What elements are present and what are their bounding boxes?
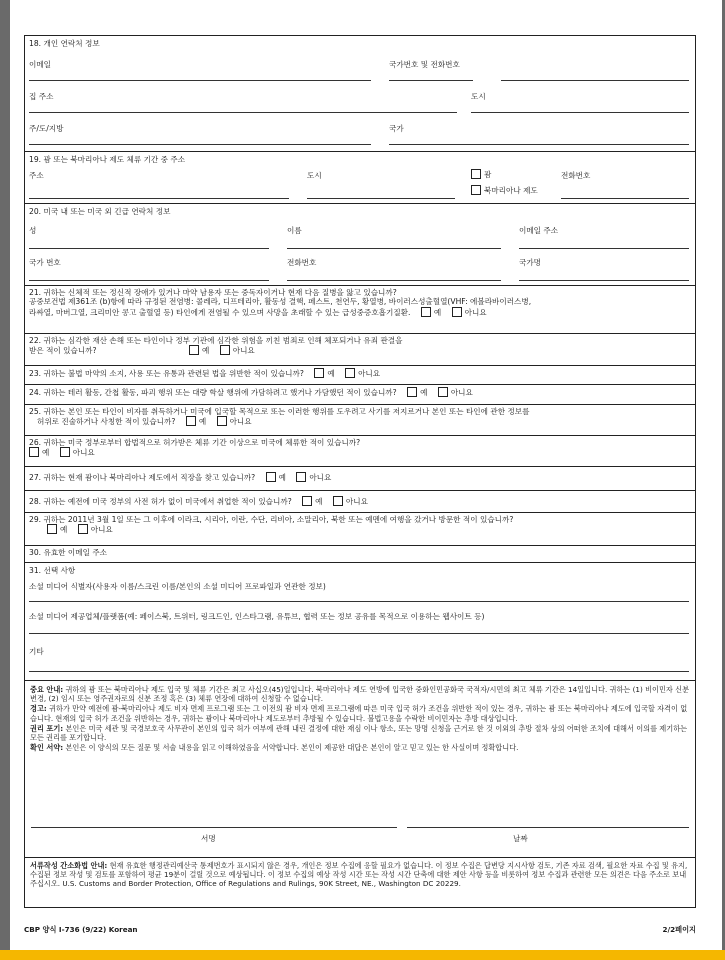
emergency-email-label: 이메일 주소: [519, 226, 559, 235]
form-id: CBP 양식 I-736 (9/22) Korean: [24, 925, 138, 934]
social-provider-field[interactable]: [29, 633, 689, 634]
social-id-label: 소셜 미디어 식별자(사용자 이름/스크린 이름/본인의 소셜 미디어 프로파일과 연관한 정보): [29, 582, 326, 591]
q21-line3: 라싸열, 마버그열, 크리미안 콩고 출혈열 등) 타인에게 전염될 수 있으며 사망을 초래할 수 있는 급성중증호흡기질환.: [29, 307, 411, 317]
stay-phone-label: 전화번호: [561, 171, 591, 180]
q26-text: 26. 귀하는 미국 정부로부터 합법적으로 허가받은 체류 기간 이상으로 미국에 체류한 적이 있습니까?: [29, 438, 361, 447]
q29-no[interactable]: [78, 525, 113, 534]
stay-address-label: 주소: [29, 171, 44, 180]
home-address-label: 집 주소: [29, 92, 54, 101]
question-26: [25, 436, 695, 467]
q26-yes[interactable]: [29, 448, 49, 457]
cnmi-label: 북마리아나 제도: [484, 186, 538, 195]
signature-label: 서명: [201, 834, 216, 843]
q28-yes-checkbox[interactable]: [302, 496, 312, 506]
q27-no-checkbox[interactable]: [296, 472, 306, 482]
q28-no-checkbox[interactable]: [333, 496, 343, 506]
section-20-emergency: [25, 204, 695, 286]
question-28: [25, 491, 695, 513]
q24-no[interactable]: [438, 388, 473, 397]
q24-yes-checkbox[interactable]: [407, 387, 417, 397]
stay-address-field[interactable]: [29, 198, 289, 199]
q23-no-checkbox[interactable]: [345, 368, 355, 378]
q26-no-checkbox[interactable]: [60, 447, 70, 457]
state-field[interactable]: [29, 144, 371, 145]
section-31-optional: [25, 563, 695, 681]
phone-field[interactable]: [501, 80, 689, 81]
email-field[interactable]: [29, 80, 371, 81]
waiver-text: 본인은 미국 세관 및 국경보호국 사무관이 본인의 입국 허가 여부에 관해 내린 결정에 대한 재심 이나 항소, 또는 망명 신청을 근거로 한 것 이외의 추방 절차 상의 어떠한 조치에 대해서 이의를 제기하는 모든 권리를 포기합니다.: [30, 723, 688, 743]
warning-notice: [30, 704, 690, 722]
emergency-country-label: 국가명: [519, 258, 542, 267]
emergency-phone-field[interactable]: [287, 280, 501, 281]
yes-label: 예: [60, 525, 68, 535]
yes-label: 예: [42, 448, 50, 458]
yes-label: 예: [315, 497, 323, 506]
emergency-country-field[interactable]: [519, 280, 689, 281]
paperwork-text: 현재 유효한 행정관리예산국 통제번호가 표시되지 않은 경우, 개인은 정보 수집에 응할 필요가 없습니다. 이 정보 수집은 답변당 지시사항 검토, 기존 자료 검색, 필요한 자료 수집 및 유지, 수집된 정보 작성 및 검토를 포함하여 평균 19분이 걸릴 것으로 예상됩니다. 이 정보 수집의 예상 작성 시간 또는 작성 시간 단축에 대한 제안 사항 등을 비롯하여 정보 수집과 관련한 모든 의견은 다음 주소로 보내주십시오. U.S. Customs and Border Protection, Office of Regulations and Rulings, 90K Street, NE., Washington DC 20229.: [30, 861, 688, 889]
q21-no[interactable]: [452, 308, 487, 317]
q24-text: 24. 귀하는 테러 활동, 간첩 활동, 파괴 행위 또는 대량 학살 행위에 가담하려고 했거나 가담했던 적이 있습니까?: [29, 388, 397, 397]
social-id-field[interactable]: [29, 601, 689, 602]
q25-no[interactable]: [217, 417, 252, 426]
q21-yes[interactable]: [421, 308, 441, 317]
q28-no[interactable]: [333, 497, 368, 506]
q27-yes[interactable]: [266, 473, 286, 482]
country-code-field[interactable]: [389, 80, 473, 81]
surname-field[interactable]: [29, 248, 269, 249]
no-label: 아니요: [450, 388, 473, 397]
q29-yes[interactable]: [47, 525, 67, 534]
guam-label: 괌: [484, 170, 492, 179]
yes-label: 예: [327, 369, 335, 378]
cnmi-checkbox[interactable]: [471, 185, 481, 195]
city-label: 도시: [471, 92, 486, 101]
question-27: [25, 467, 695, 491]
question-22: [25, 334, 695, 366]
cert-label: 확인 서약:: [30, 743, 64, 753]
yes-label: 예: [201, 346, 210, 356]
q22-yes[interactable]: [189, 346, 209, 355]
no-label: 아니요: [309, 473, 332, 482]
surname-label: 성: [29, 226, 37, 235]
country-field[interactable]: [389, 144, 689, 145]
q25-yes-checkbox[interactable]: [186, 416, 196, 426]
important-notice: [30, 685, 690, 703]
state-label: 주/도/지방: [29, 124, 64, 133]
viewer-bottom-bar: [0, 950, 725, 960]
q29-no-checkbox[interactable]: [78, 524, 88, 534]
emergency-phone-label: 전화번호: [287, 258, 317, 267]
emergency-email-field[interactable]: [519, 248, 689, 249]
question-21: [25, 286, 695, 334]
stay-city-field[interactable]: [307, 198, 455, 199]
emergency-country-code-label: 국가 번호: [29, 258, 61, 267]
phone-label: 국가번호 및 전화번호: [389, 60, 460, 69]
cert-text: 본인은 이 양식의 모든 질문 및 서술 내용을 읽고 이해하였음을 서약합니다. 본인이 제공한 대답은 본인이 알고 믿고 있는 한 사실이며 정확합니다.: [65, 743, 519, 753]
section-18-title: 18. 개인 연락처 정보: [29, 39, 100, 48]
signature-field[interactable]: [31, 827, 397, 828]
q27-no[interactable]: [296, 473, 331, 482]
form-i736-page2: [24, 35, 696, 908]
waiver-label: 권리 포기:: [30, 723, 64, 733]
city-field[interactable]: [471, 112, 689, 113]
q23-no[interactable]: [345, 369, 380, 378]
q26-no[interactable]: [60, 448, 95, 457]
no-label: 아니요: [358, 369, 381, 378]
date-label: 날짜: [513, 834, 528, 843]
no-label: 아니요: [232, 346, 255, 356]
stay-phone-field[interactable]: [561, 198, 689, 199]
home-address-field[interactable]: [29, 112, 457, 113]
no-label: 아니요: [464, 307, 487, 317]
q21-yes-checkbox[interactable]: [421, 307, 431, 317]
paperwork-section: [25, 858, 695, 907]
certification-notice: [30, 743, 690, 752]
yes-label: 예: [278, 473, 286, 482]
waiver-notice: [30, 724, 690, 742]
yes-label: 예: [198, 417, 207, 427]
q27-text: 27. 귀하는 현재 괌이나 북마리아나 제도에서 직장을 찾고 있습니까?: [29, 473, 256, 482]
guam-option[interactable]: [471, 169, 491, 179]
question-23: [25, 366, 695, 385]
q25-line1: 25. 귀하는 본인 또는 타인이 비자를 취득하거나 미국에 입국할 목적으로 또는 이러한 행위를 도우려고 사기를 저지르거나 본인 또는 타인에 관한 정보를: [29, 407, 530, 416]
q22-yes-checkbox[interactable]: [189, 345, 199, 355]
no-label: 아니요: [229, 417, 252, 427]
warning-text: 귀하가 만약 예전에 괌-북마리아나 제도 비자 면제 프로그램 또는 그 이전의 괌 비자 면제 프로그램에 따른 미국 입국 허가 조건을 위반한 적이 있는 경우, 귀하는 괌 또는 북마리아나 제도에 입국할 자격이 없습니다. 현재의 입국 허가 조건을 위반하는 경우, 귀하는 괌이나 북마리아나 제도로부터 추방될 수 있습니다. 불법고용을 수락한 비이민자는 추방 대상입니다.: [30, 704, 688, 723]
section-19-title: 19. 괌 또는 북마리아나 제도 체류 기간 중 주소: [29, 155, 186, 164]
section-30-email: [25, 546, 695, 563]
important-text: 귀하의 괌 또는 북마리아나 제도 입국 및 체류 기간은 최고 사십오(45)일입니다. 북마리아나 제도 연방에 입국한 중화인민공화국 국적자/시민의 최고 체류 기간은 14일입니다. 귀하는 (1) 비이민자 신분 변경, (2) 임시 또는 영주권자로의 신분 조정 혹은 (3) 체류 연장에 대하여 신청할 수 없습니다.: [30, 685, 690, 704]
warning-label: 경고:: [30, 704, 47, 714]
section-20-title: 20. 미국 내 또는 미국 외 긴급 연락처 정보: [29, 207, 171, 216]
stay-city-label: 도시: [307, 171, 322, 180]
q25-line2: 허위로 진술하거나 사칭한 적이 있습니까?: [37, 417, 176, 427]
other-label: 기타: [29, 647, 44, 656]
no-label: 아니요: [72, 448, 95, 458]
yes-label: 예: [420, 388, 428, 397]
q28-text: 28. 귀하는 예전에 미국 정부의 사전 허가 없이 미국에서 취업한 적이 있습니까?: [29, 497, 292, 506]
q23-yes-checkbox[interactable]: [314, 368, 324, 378]
guam-checkbox[interactable]: [471, 169, 481, 179]
email-label: 이메일: [29, 60, 52, 69]
q22-no-checkbox[interactable]: [220, 345, 230, 355]
q23-text: 23. 귀하는 불법 마약의 소지, 사용 또는 유통과 관련된 법을 위반한 적이 있습니까?: [29, 369, 304, 378]
cnmi-option[interactable]: [471, 185, 538, 195]
section-18-contact: [25, 36, 695, 152]
important-label: 중요 안내:: [30, 685, 64, 694]
given-name-field[interactable]: [287, 248, 501, 249]
page-footer: [24, 925, 696, 937]
q25-no-checkbox[interactable]: [217, 416, 227, 426]
q23-yes[interactable]: [314, 369, 334, 378]
section-31-title: 31. 선택 사항: [29, 566, 76, 575]
other-field[interactable]: [29, 671, 689, 672]
section-19-address: [25, 152, 695, 204]
q25-yes[interactable]: [186, 417, 206, 426]
social-provider-label: 소셜 미디어 제공업체/플랫폼(예: 페이스북, 트위터, 링크드인, 인스타그램, 유튜브, 협력 또는 정보 공유를 목적으로 이용하는 웹사이트 등): [29, 612, 485, 621]
q24-no-checkbox[interactable]: [438, 387, 448, 397]
question-29: [25, 513, 695, 546]
yes-label: 예: [433, 307, 442, 317]
q27-yes-checkbox[interactable]: [266, 472, 276, 482]
q22-no[interactable]: [220, 346, 255, 355]
given-name-label: 이름: [287, 226, 302, 235]
q29-yes-checkbox[interactable]: [47, 524, 57, 534]
q29-text: 29. 귀하는 2011년 3월 1일 또는 그 이후에 이라크, 시리아, 이란, 수단, 리비아, 소말리아, 북한 또는 예멘에 여행을 갔거나 방문한 적이 있습니까?: [29, 515, 514, 524]
question-24: [25, 385, 695, 405]
q24-yes[interactable]: [407, 388, 427, 397]
no-label: 아니요: [345, 497, 368, 506]
page-number: 2/2페이지: [662, 925, 696, 934]
emergency-country-code-field[interactable]: [29, 280, 269, 281]
date-field[interactable]: [407, 827, 689, 828]
q26-yes-checkbox[interactable]: [29, 447, 39, 457]
notice-section: [25, 681, 695, 858]
country-label: 국가: [389, 124, 404, 133]
question-25: [25, 405, 695, 436]
no-label: 아니요: [90, 525, 113, 535]
valid-email-label: 30. 유효한 이메일 주소: [29, 548, 108, 557]
paperwork-label: 서류작성 간소화법 안내:: [30, 861, 108, 870]
q22-line2: 받은 적이 있습니까?: [29, 346, 97, 356]
q21-no-checkbox[interactable]: [452, 307, 462, 317]
q21-line1: 21. 귀하는 신체적 또는 정신적 장애가 있거나 마약 남용자 또는 중독자이거나 현재 다음 질병을 앓고 있습니까?: [29, 288, 397, 297]
q21-line2: 공중보건법 제361조 (b)항에 따라 규정된 전염병: 콜레라, 디프테리아, 활동성 결핵, 페스트, 천연두, 황열병, 바이러스성출혈열(VHF: 에볼라바이러스병,: [29, 297, 532, 307]
q28-yes[interactable]: [302, 497, 322, 506]
q22-line1: 22. 귀하는 심각한 재산 손해 또는 타인이나 정부 기관에 심각한 위험을 끼친 범죄로 인해 체포되거나 유죄 판결을: [29, 336, 403, 345]
